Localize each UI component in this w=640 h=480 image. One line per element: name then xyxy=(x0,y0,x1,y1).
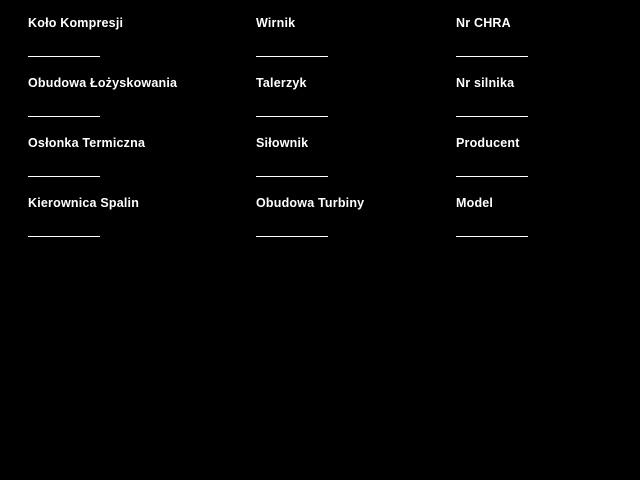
field-nr-chra xyxy=(428,0,640,60)
field-label: Obudowa Łożyskowania xyxy=(28,76,178,90)
field-producent xyxy=(428,120,640,180)
field-label: Wirnik xyxy=(256,16,296,30)
field-label: Nr CHRA xyxy=(456,16,511,30)
field-label: Nr silnika xyxy=(456,76,515,90)
field-label: Osłonka Termiczna xyxy=(28,136,146,150)
input-oslonka-termiczna[interactable] xyxy=(28,160,100,177)
field-kierownica-spalin xyxy=(0,180,228,240)
field-kolo-kompresji xyxy=(0,0,228,60)
field-obudowa-lozyskowania xyxy=(0,60,228,120)
field-label: Koło Kompresji xyxy=(28,16,124,30)
input-obudowa-turbiny[interactable] xyxy=(256,220,328,237)
field-label: Siłownik xyxy=(256,136,309,150)
field-talerzyk xyxy=(228,60,428,120)
field-silownik xyxy=(228,120,428,180)
field-label: Kierownica Spalin xyxy=(28,196,140,210)
input-producent[interactable] xyxy=(456,160,528,177)
field-model xyxy=(428,180,640,240)
input-kolo-kompresji[interactable] xyxy=(28,40,100,57)
field-nr-silnika xyxy=(428,60,640,120)
input-silownik[interactable] xyxy=(256,160,328,177)
field-label: Producent xyxy=(456,136,520,150)
input-nr-chra[interactable] xyxy=(456,40,528,57)
field-oslonka-termiczna xyxy=(0,120,228,180)
field-obudowa-turbiny xyxy=(228,180,428,240)
input-wirnik[interactable] xyxy=(256,40,328,57)
field-label: Model xyxy=(456,196,494,210)
input-model[interactable] xyxy=(456,220,528,237)
input-kierownica-spalin[interactable] xyxy=(28,220,100,237)
field-label: Obudowa Turbiny xyxy=(256,196,365,210)
field-wirnik xyxy=(228,0,428,60)
input-obudowa-lozyskowania[interactable] xyxy=(28,100,100,117)
input-nr-silnika[interactable] xyxy=(456,100,528,117)
input-talerzyk[interactable] xyxy=(256,100,328,117)
field-label: Talerzyk xyxy=(256,76,307,90)
